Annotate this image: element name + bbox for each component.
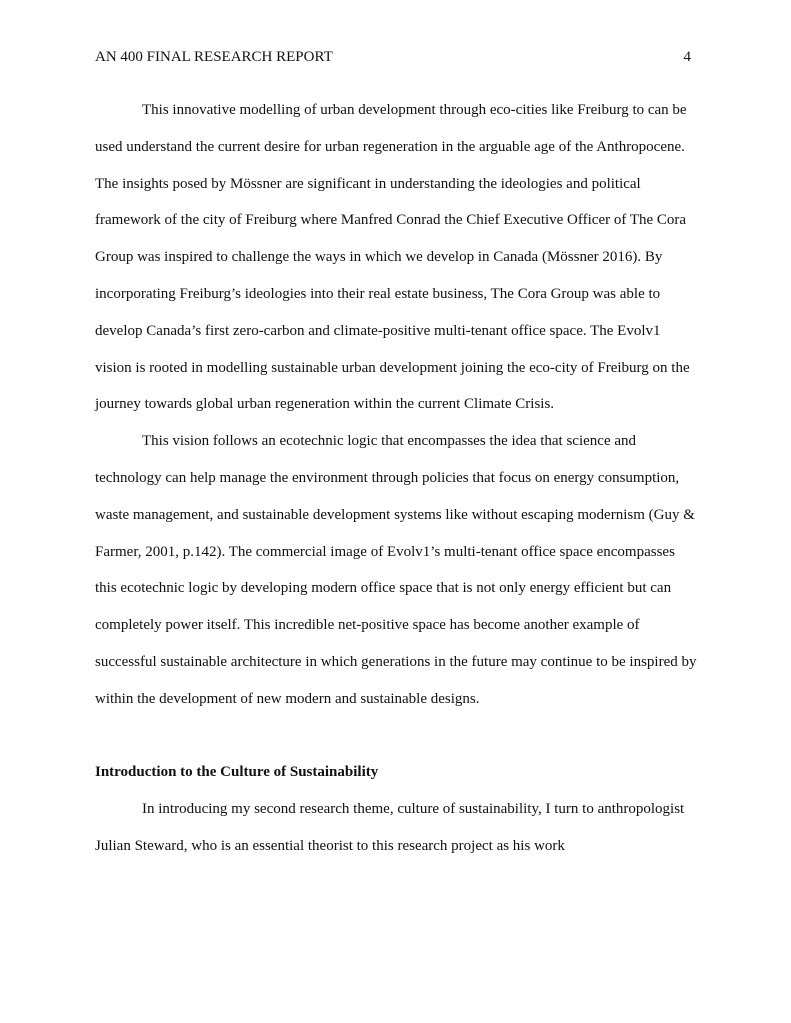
- running-head: [95, 47, 691, 67]
- body-paragraph: This vision follows an ecotechnic logic that encompasses the idea that science and technology can help manage the environment through policies that focus on energy consumption, waste management, and sustainable development systems like without escaping modernism (Guy & Farmer, 2001, p.142). The commercial image of Evolv1’s multi-tenant office space encompasses this ecotechnic logic by developing modern office space that is not only energy efficient but can completely power itself. This incredible net-positive space has become another example of successful sustainable architecture in which generations in the future may continue to be inspired by within the development of new modern and sustainable designs.: [95, 433, 697, 707]
- body-paragraph: This innovative modelling of urban development through eco-cities like Freiburg to can be used understand the current desire for urban regeneration in the arguable age of the Anthropocene. The insights posed by Mössner are significant in understanding the ideologies and political framework of the city of Freiburg where Manfred Conrad the Chief Executive Officer of The Cora Group was inspired to challenge the ways in which we develop in Canada (Mössner 2016). By incorporating Freiburg’s ideologies into their real estate business, The Cora Group was able to develop Canada’s first zero-carbon and climate-positive multi-tenant office space. The Evolv1 vision is rooted in modelling sustainable urban development joining the eco-city of Freiburg on the journey towards global urban regeneration within the current Climate Crisis.: [95, 102, 690, 413]
- document-body: [95, 92, 699, 865]
- report-title: AN 400 FINAL RESEARCH REPORT: [95, 49, 333, 65]
- section-heading: Introduction to the Culture of Sustainability: [95, 764, 379, 781]
- page-number: 4: [683, 49, 691, 65]
- section-paragraph: In introducing my second research theme, culture of sustainability, I turn to anthropologist Julian Steward, who is an essential theorist to this research project as his work: [95, 801, 685, 854]
